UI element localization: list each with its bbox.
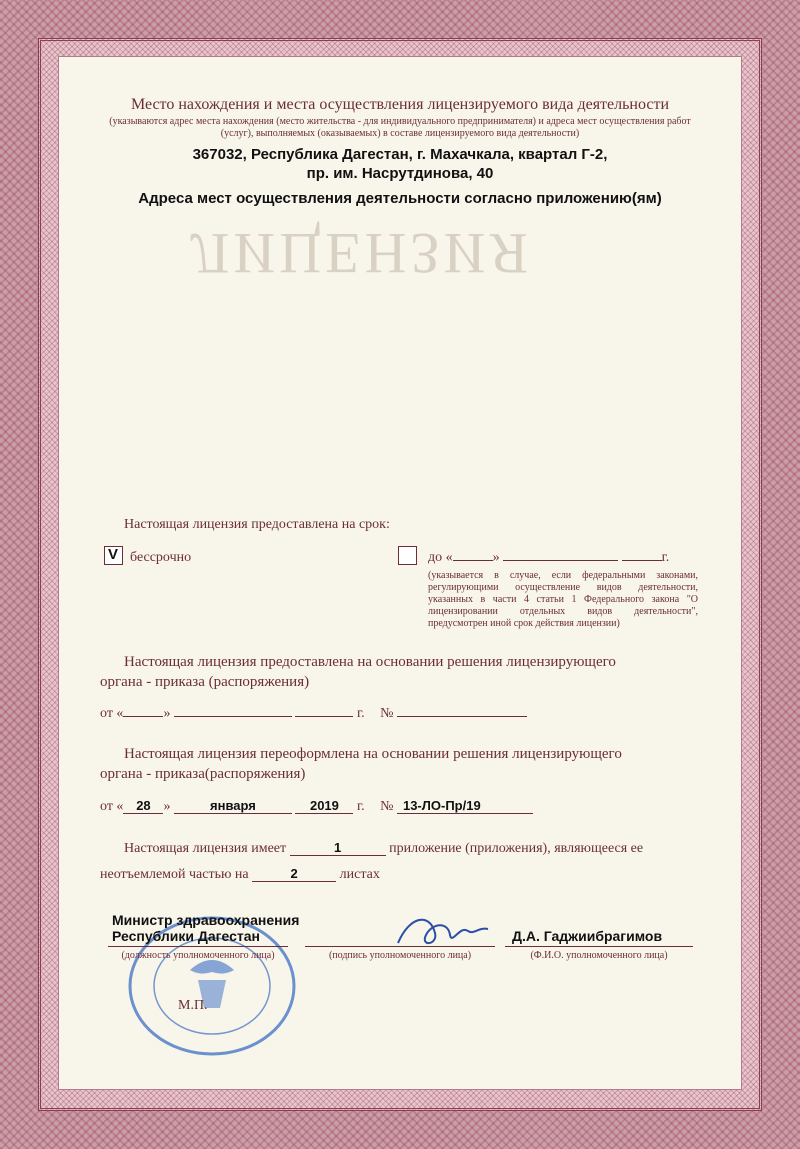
places-note: Адреса мест осуществления деятельности согласно приложению(ям) [138, 190, 662, 207]
unlimited-checkbox[interactable] [104, 546, 123, 565]
basis-text-2: органа - приказа (распоряжения) [100, 674, 310, 690]
until-year-suffix: г. [661, 550, 670, 565]
appendix-text-2: приложение (приложения), являющееся ее [389, 841, 644, 856]
caption-position: (должность уполномоченного лица) [121, 950, 275, 961]
reissue-text-2: органа - приказа(распоряжения) [100, 766, 306, 782]
name-line [505, 946, 693, 947]
header-title: Место нахождения и места осуществления лицензируемого вида деятельности [130, 96, 670, 113]
reissue-from-close: » [163, 799, 171, 814]
basis-num-label: № [380, 706, 394, 721]
basis-date-row [100, 706, 527, 722]
signature-line [305, 946, 495, 947]
term-note: (указывается в случае, если федеральными законами, регулирующими осуществление видов деятельности, указанных в части 4 статьи 1 Федерального закона "О лицензировании отдельных видов деятельности", предусмотрен иной срок действия лицензии) [428, 570, 698, 629]
checkbox-mark: V [108, 546, 119, 563]
signer-position-2: Республики Дагестан [112, 928, 260, 944]
reissue-from-open: от « [100, 799, 124, 814]
until-checkbox[interactable] [398, 546, 417, 565]
reissue-number: 13-ЛО-Пр/19 [397, 798, 533, 814]
appendix-row-2 [100, 866, 380, 883]
appendix-text-1: Настоящая лицензия имеет [124, 841, 287, 856]
signer-position-1: Министр здравоохранения [112, 912, 300, 928]
until-open: до « [428, 550, 453, 565]
until-close: » [492, 550, 500, 565]
stamp-place: М.П. [178, 998, 208, 1013]
reissue-date-row [100, 798, 533, 815]
caption-name: (Ф.И.О. уполномоченного лица) [530, 950, 668, 961]
unlimited-label: бессрочно [130, 550, 192, 565]
basis-text-1: Настоящая лицензия предоставлена на основании решения лицензирующего [124, 654, 616, 670]
term-label: Настоящая лицензия предоставлена на срок: [124, 517, 390, 532]
appendix-row-1 [124, 840, 643, 857]
reissue-year-suffix: г. [356, 799, 365, 814]
basis-year-suffix: г. [356, 706, 365, 721]
appendix-sheets: 2 [252, 866, 336, 882]
appendix-text-4: листах [339, 867, 380, 882]
basis-from-close: » [163, 706, 171, 721]
reissue-year: 2019 [295, 798, 353, 814]
address-line-1: 367032, Республика Дагестан, г. Махачкала, квартал Г-2, [192, 146, 608, 163]
signer-name: Д.А. Гаджиибрагимов [512, 928, 663, 944]
caption-signature: (подпись уполномоченного лица) [328, 950, 472, 961]
reissue-day: 28 [123, 798, 163, 814]
ghost-heading: ЛИЦЕНЗИЯ [190, 221, 533, 286]
basis-from-open: от « [100, 706, 124, 721]
address-line-2: пр. им. Насрутдинова, 40 [306, 165, 494, 182]
appendix-text-3: неотъемлемой частью на [100, 867, 249, 882]
appendix-count: 1 [290, 840, 386, 856]
position-line [108, 946, 288, 947]
header-subtitle: (указываются адрес места нахождения (место жительства - для индивидуального предпринимателя) и адреса мест осуществления работ (услуг), выполняемых (оказываемых) в составе лицензируемого вида деятельности) [109, 116, 691, 139]
until-label [428, 550, 669, 566]
reissue-num-label: № [380, 799, 394, 814]
reissue-text-1: Настоящая лицензия переоформлена на основании решения лицензирующего [124, 746, 622, 762]
reissue-month: января [174, 798, 292, 814]
signature-scribble [390, 905, 500, 955]
